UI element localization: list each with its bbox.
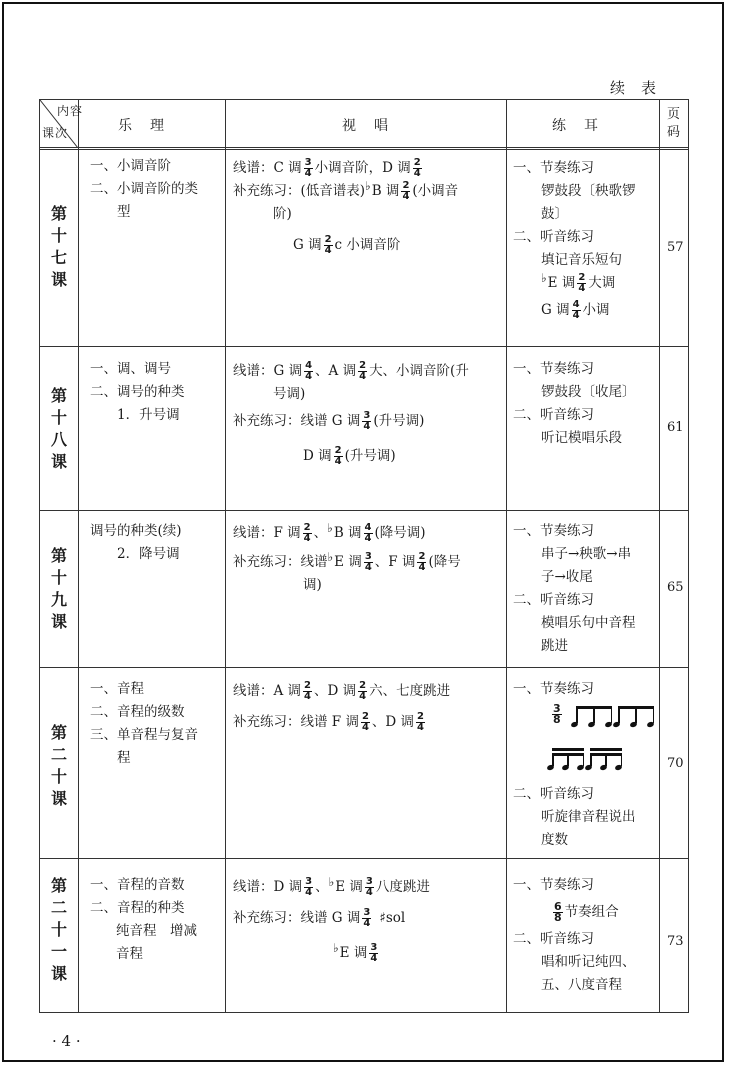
col-divider bbox=[225, 100, 226, 1012]
rhythm-notation bbox=[552, 748, 622, 770]
syllabus-table bbox=[39, 99, 689, 1013]
lesson-label: 第 十 九 课 bbox=[50, 546, 67, 631]
header-theory: 乐 理 bbox=[118, 118, 166, 134]
lesson-label: 第 十 七 课 bbox=[50, 204, 67, 289]
header-ear-training: 练 耳 bbox=[552, 118, 600, 134]
row-divider bbox=[40, 858, 688, 859]
page-ref: 57 bbox=[667, 240, 684, 255]
lesson-label: 第 十 八 课 bbox=[50, 386, 67, 471]
page-number: · 4 · bbox=[52, 1032, 81, 1050]
theory-cell: 一、音程 二、音程的级数 三、单音程与复音 程 bbox=[90, 681, 198, 766]
theory-cell: 一、调、调号 二、调号的种类 1．升号调 bbox=[90, 361, 185, 423]
sightsinging-cell: 线谱：G 调 $\frac{4}{4}$ 、A 调 $\frac{2}{4}$ 大、小调音阶(升 号调) 补充练习：线谱 G 调 $\frac{3}{4}$ (升号调) D 调 $\frac{2}{4}$ (升号调) bbox=[233, 360, 469, 467]
ear-training-cell: 一、节奏练习 锣鼓段〔收尾〕 二、听音练习 听记模唱乐段 bbox=[513, 361, 636, 446]
continued-label: 续表 bbox=[610, 79, 673, 97]
header-lesson-label: 课次 bbox=[42, 126, 69, 140]
theory-cell: 调号的种类(续) 2．降号调 bbox=[90, 523, 182, 562]
col-divider bbox=[659, 100, 660, 1012]
col-divider bbox=[78, 100, 79, 1012]
ear-training-cell: 一、节奏练习 锣鼓段〔秧歌锣 鼓〕 二、听音练习 填记音乐短句 ♭E 调 $\frac{2}{4}$ 大调 G 调 $\frac{4}{4}$ 小调 bbox=[513, 160, 636, 321]
ear-training-cell: 一、节奏练习 bbox=[513, 681, 594, 697]
header-content-label: 内容 bbox=[57, 104, 84, 118]
lesson-label: 第 二 十 一 课 bbox=[50, 876, 67, 983]
sightsinging-cell: 线谱：F 调 $\frac{2}{4}$ 、♭B 调 $\frac{4}{4}$ (降号调) 补充练习：线谱♭E 调 $\frac{3}{4}$ 、F 调 $\frac{2}{4}$ (降号 调) bbox=[233, 521, 461, 593]
sightsinging-cell: 线谱：A 调 $\frac{2}{4}$ 、D 调 $\frac{2}{4}$ 六、七度跳进 补充练习：线谱 F 调 $\frac{2}{4}$ 、D 调 $\frac{2}{4}$ bbox=[233, 680, 451, 733]
header-page: 页码 bbox=[667, 107, 681, 140]
sightsinging-cell: 线谱：D 调 $\frac{3}{4}$ 、♭E 调 $\frac{3}{4}$ 八度跳进 补充练习：线谱 G 调 $\frac{3}{4}$ ♯sol ♭E 调 $\frac{3}{4}$ bbox=[233, 875, 430, 964]
header-divider bbox=[40, 147, 688, 150]
ear-training-cell: 一、节奏练习 $\frac{6}{8}$ 节奏组合 二、听音练习 唱和听记纯四、 五、八度音程 bbox=[513, 877, 636, 993]
theory-cell: 一、小调音阶 二、小调音阶的类 型 bbox=[90, 158, 198, 220]
rhythm-notation bbox=[576, 706, 654, 727]
page-ref: 61 bbox=[667, 420, 684, 435]
col-divider bbox=[506, 100, 507, 1012]
row-divider bbox=[40, 346, 688, 347]
ear-training-cell: 一、节奏练习 串子→秧歌→串 子→收尾 二、听音练习 模唱乐句中音程 跳进 bbox=[513, 523, 636, 654]
lesson-label: 第 二 十 课 bbox=[50, 723, 67, 808]
row-divider bbox=[40, 510, 688, 511]
page-ref: 65 bbox=[667, 580, 684, 595]
row-divider bbox=[40, 667, 688, 668]
header-sightsinging: 视 唱 bbox=[342, 118, 390, 134]
page-ref: 70 bbox=[667, 756, 684, 771]
page-ref: 73 bbox=[667, 934, 684, 949]
time-signature: $\frac{3}{8}$ bbox=[553, 702, 561, 726]
theory-cell: 一、音程的音数 二、音程的种类 纯音程 增减 音程 bbox=[90, 877, 197, 962]
ear-training-cell: 二、听音练习 听旋律音程说出 度数 bbox=[513, 786, 636, 848]
sightsinging-cell: 线谱：C 调 $\frac{3}{4}$ 小调音阶，D 调 $\frac{2}{4}$ 补充练习：(低音谱表)♭B 调 $\frac{2}{4}$ (小调音 阶) G 调 $\frac{2}{4}$ c 小调音阶 bbox=[233, 157, 459, 256]
